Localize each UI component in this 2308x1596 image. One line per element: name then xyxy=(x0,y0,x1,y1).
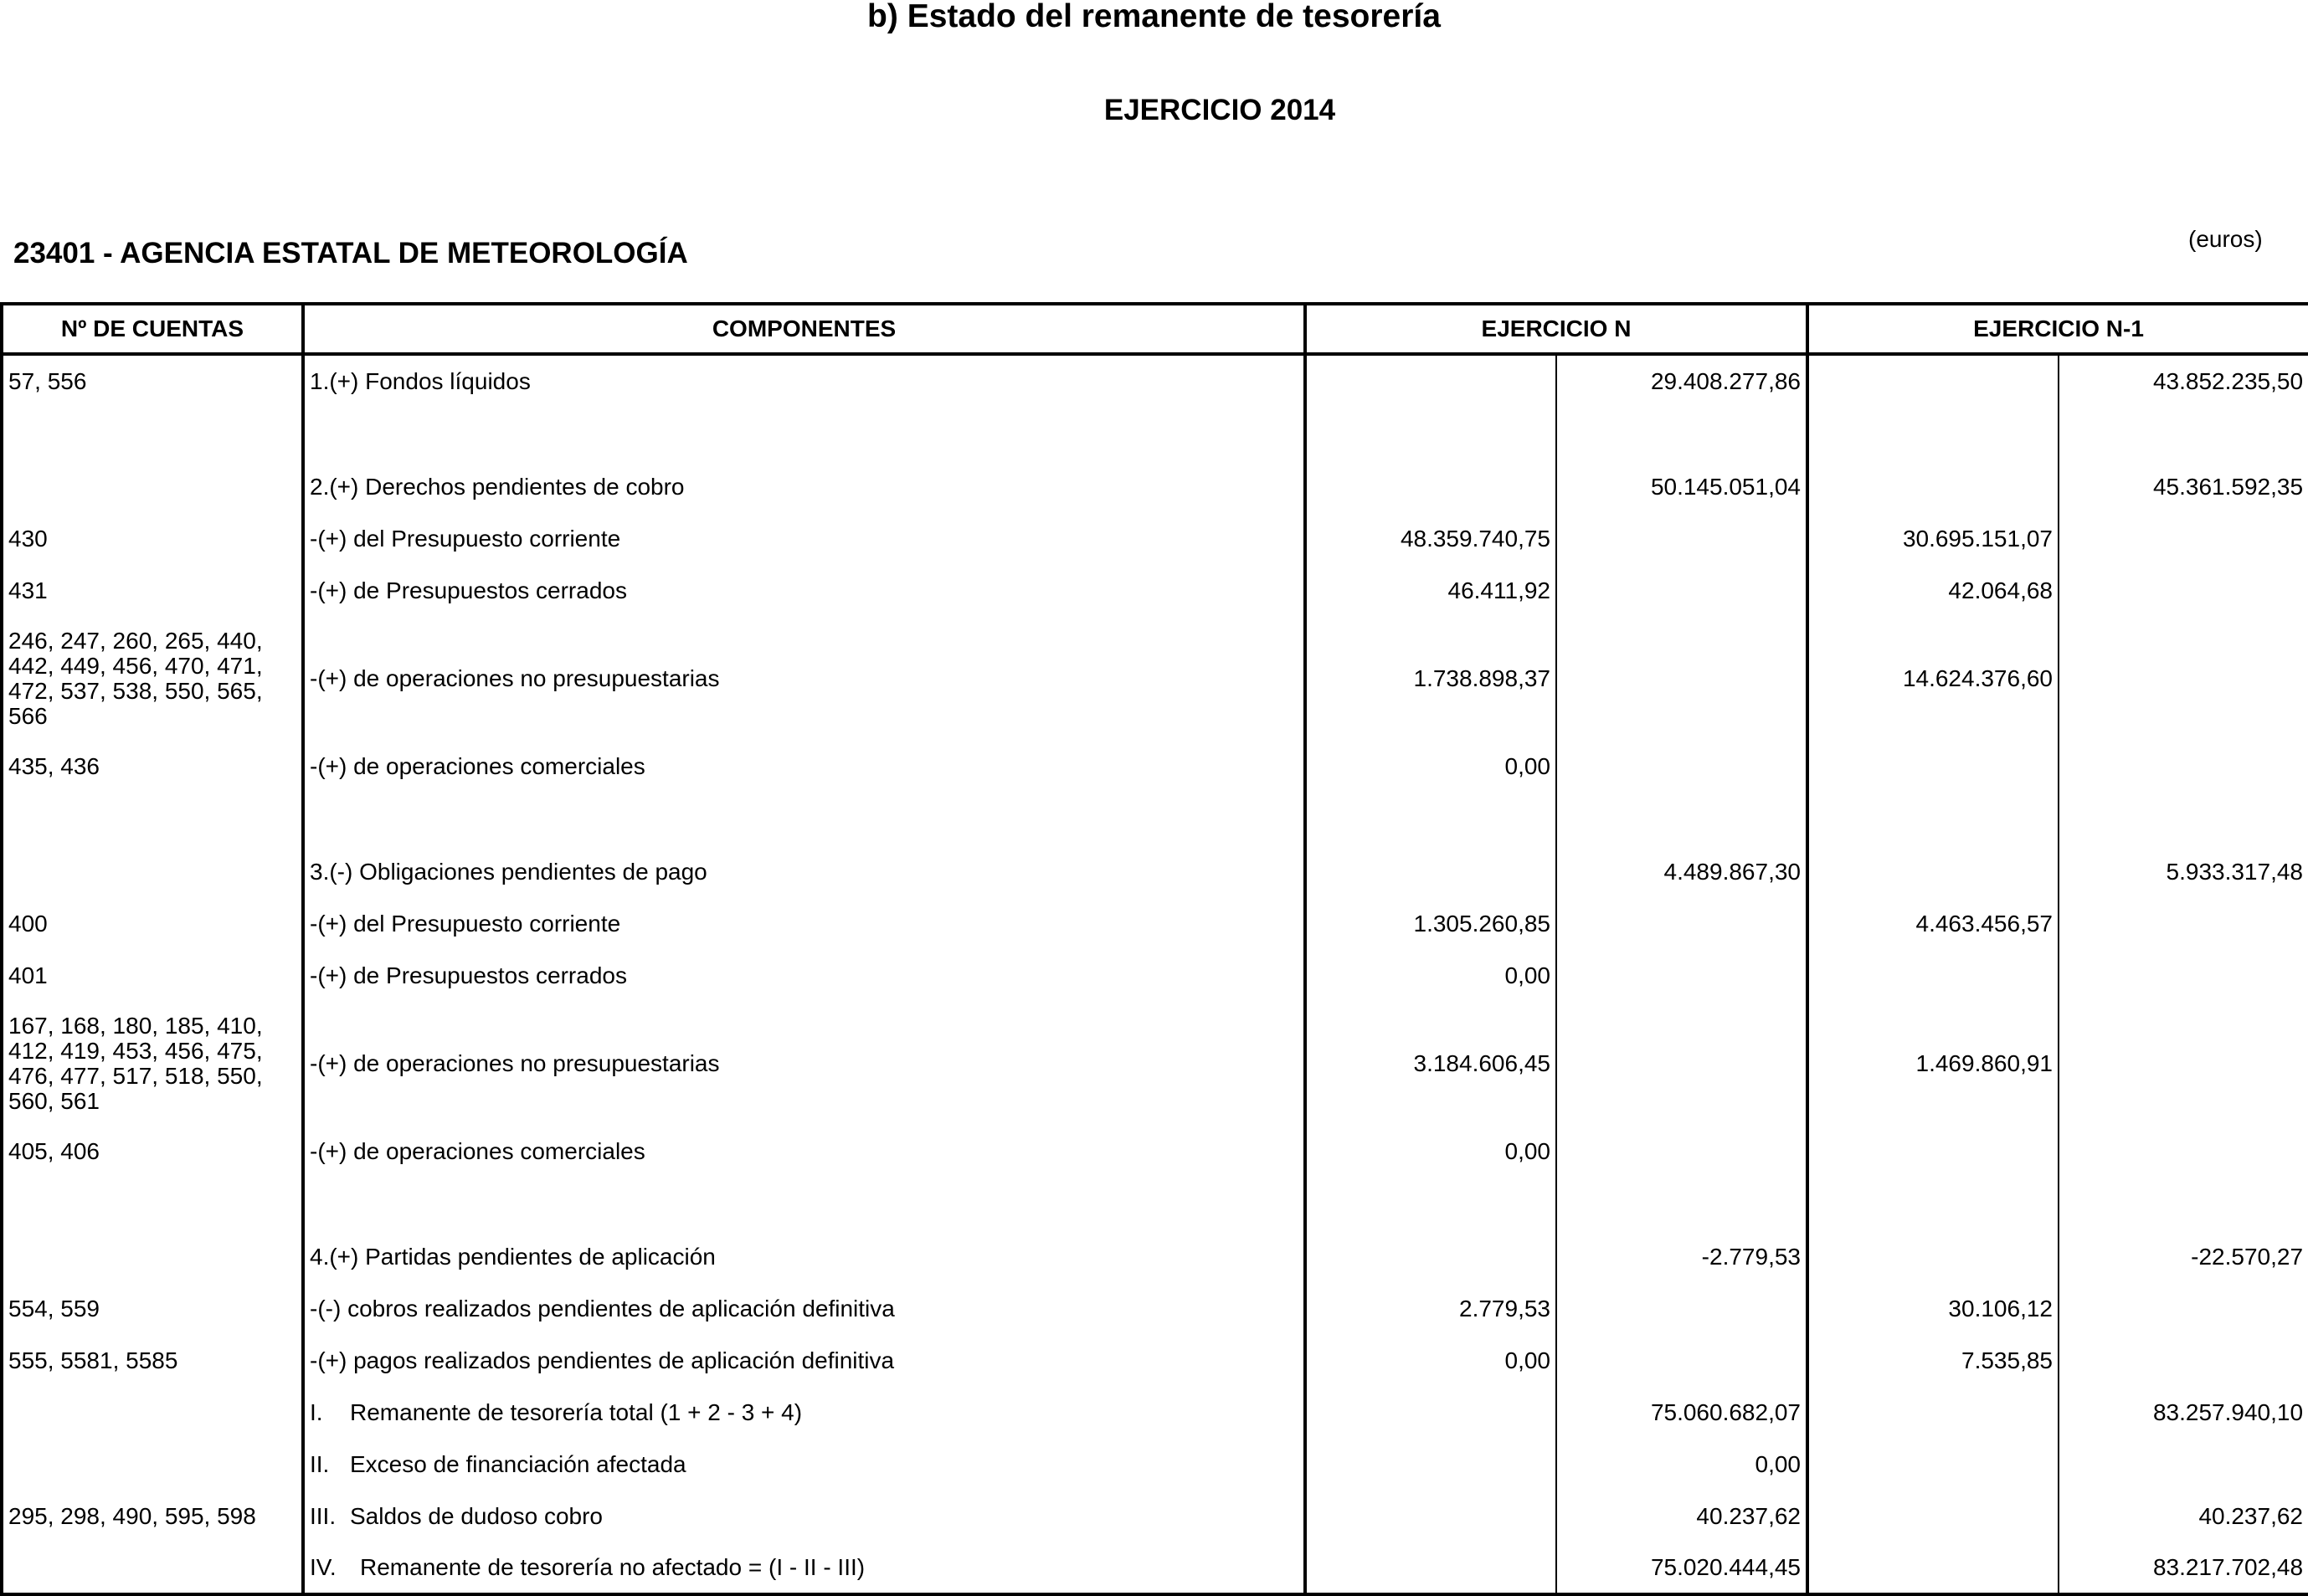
component-label xyxy=(303,1439,1305,1491)
year-n1-total xyxy=(2059,1439,2308,1491)
table-row xyxy=(2,846,2308,898)
year-n1-total: 43.852.235,50 xyxy=(2152,368,2304,394)
component-text: Remanente de tesorería total (1 + 2 - 3 + 4) xyxy=(350,1399,803,1425)
year-n-total: 4.489.867,30 xyxy=(1556,846,1807,898)
year-n1-total: 83.257.940,10 xyxy=(2152,1399,2304,1425)
year-n1-total xyxy=(2059,741,2308,793)
year-n1-total xyxy=(2059,1126,2308,1178)
currency-unit: (euros) xyxy=(2188,226,2263,252)
year-n-partial: 46.411,92 xyxy=(1305,565,1556,617)
year-n-total xyxy=(1556,898,1807,950)
year-n1-partial: 30.106,12 xyxy=(1807,1283,2059,1335)
component-label xyxy=(303,1491,1305,1542)
year-n-total xyxy=(1556,1002,1807,1126)
year-n-total: 0,00 xyxy=(1556,1439,1807,1491)
year-n-total xyxy=(1556,1335,1807,1387)
year-n-partial xyxy=(1305,1491,1556,1542)
year-n1-partial xyxy=(1807,1542,2059,1594)
year-n-total: 50.145.051,04 xyxy=(1556,461,1807,513)
header-components: COMPONENTES xyxy=(303,304,1305,354)
year-n-partial xyxy=(1305,1231,1556,1283)
year-n1-partial: 4.463.456,57 xyxy=(1807,898,2059,950)
component-label: -(+) de operaciones no presupuestarias xyxy=(303,1002,1305,1126)
account-numbers xyxy=(2,1439,303,1491)
component-label: -(-) cobros realizados pendientes de aplicación definitiva xyxy=(303,1283,1305,1335)
year-n1-partial: 30.695.151,07 xyxy=(1807,513,2059,565)
year-n-partial: 3.184.606,45 xyxy=(1305,1002,1556,1126)
spacer-row xyxy=(2,408,2308,461)
account-numbers: 555, 5581, 5585 xyxy=(2,1335,303,1387)
year-n-total xyxy=(1556,950,1807,1002)
year-n-partial xyxy=(1305,1439,1556,1491)
account-numbers xyxy=(2,1542,303,1594)
account-numbers xyxy=(2,461,303,513)
year-n1-total xyxy=(2059,1283,2308,1335)
account-numbers xyxy=(2,846,303,898)
account-numbers: 431 xyxy=(2,565,303,617)
table-row xyxy=(2,950,2308,1002)
year-n-total: 75.060.682,07 xyxy=(1556,1387,1807,1439)
year-n-partial: 0,00 xyxy=(1305,741,1556,793)
account-numbers: 430 xyxy=(2,513,303,565)
year-n1-total: -22.570,27 xyxy=(2191,1244,2304,1270)
table-row xyxy=(2,1542,2308,1594)
year-n1-partial xyxy=(1807,354,2059,408)
year-n1-partial: 42.064,68 xyxy=(1807,565,2059,617)
table-row xyxy=(2,1283,2308,1335)
account-numbers: 401 xyxy=(2,950,303,1002)
treasury-remainder-table xyxy=(0,302,2308,1596)
year-n-total: -2.779,53 xyxy=(1556,1231,1807,1283)
year-n-partial: 0,00 xyxy=(1305,1335,1556,1387)
year-n1-total: 5.933.317,48 xyxy=(2166,859,2304,885)
component-label: -(+) de operaciones comerciales xyxy=(303,1126,1305,1178)
component-label: -(+) de Presupuestos cerrados xyxy=(303,565,1305,617)
component-label: 4.(+) Partidas pendientes de aplicación xyxy=(303,1231,1305,1283)
year-n-total xyxy=(1556,1126,1807,1178)
year-n1-partial: 1.469.860,91 xyxy=(1807,1002,2059,1126)
table-row xyxy=(2,354,2308,408)
year-n-partial xyxy=(1305,1542,1556,1594)
year-n1-total xyxy=(2059,1335,2308,1387)
year-n1-partial xyxy=(1807,1387,2059,1439)
component-label: 1.(+) Fondos líquidos xyxy=(303,354,1305,408)
year-n-partial: 1.738.898,37 xyxy=(1305,617,1556,741)
table-row xyxy=(2,1335,2308,1387)
year-n-partial: 48.359.740,75 xyxy=(1305,513,1556,565)
year-n1-total xyxy=(2059,565,2308,617)
year-n-partial xyxy=(1305,846,1556,898)
year-n-partial: 2.779,53 xyxy=(1305,1283,1556,1335)
table-row xyxy=(2,741,2308,793)
year-n1-partial xyxy=(1807,1231,2059,1283)
year-n1-partial xyxy=(1807,1439,2059,1491)
year-n-total xyxy=(1556,1283,1807,1335)
year-n-total: 29.408.277,86 xyxy=(1556,354,1807,408)
fiscal-year-heading: EJERCICIO 2014 xyxy=(1103,94,1336,126)
year-n1-partial xyxy=(1807,1491,2059,1542)
year-n1-partial xyxy=(1807,950,2059,1002)
year-n1-total: 45.361.592,35 xyxy=(2152,474,2304,500)
component-label: -(+) de Presupuestos cerrados xyxy=(303,950,1305,1002)
year-n-partial: 0,00 xyxy=(1305,950,1556,1002)
account-numbers xyxy=(2,1231,303,1283)
year-n1-total xyxy=(2059,513,2308,565)
year-n-partial xyxy=(1305,1387,1556,1439)
year-n-total: 75.020.444,45 xyxy=(1556,1542,1807,1594)
component-label: -(+) del Presupuesto corriente xyxy=(303,898,1305,950)
roman-numeral: IV. xyxy=(310,1554,337,1580)
spacer-row xyxy=(2,1178,2308,1231)
year-n-partial: 1.305.260,85 xyxy=(1305,898,1556,950)
year-n1-partial xyxy=(1807,1126,2059,1178)
year-n1-partial xyxy=(1807,741,2059,793)
component-label: -(+) de operaciones no presupuestarias xyxy=(303,617,1305,741)
component-text: Exceso de financiación afectada xyxy=(350,1451,686,1477)
year-n1-total xyxy=(2059,950,2308,1002)
year-n-total: 40.237,62 xyxy=(1556,1491,1807,1542)
year-n1-total xyxy=(2059,617,2308,741)
table-row xyxy=(2,1439,2308,1491)
account-numbers: 554, 559 xyxy=(2,1283,303,1335)
roman-numeral: III. xyxy=(310,1503,337,1529)
table-row xyxy=(2,617,2308,741)
component-text: Saldos de dudoso cobro xyxy=(350,1503,603,1529)
year-n-total xyxy=(1556,513,1807,565)
entity-name: 23401 - AGENCIA ESTATAL DE METEOROLOGÍA xyxy=(13,237,688,269)
roman-numeral: I. xyxy=(310,1399,323,1425)
year-n-partial xyxy=(1305,354,1556,408)
header-accounts: Nº DE CUENTAS xyxy=(2,304,303,354)
account-numbers: 435, 436 xyxy=(2,741,303,793)
document-title: b) Estado del remanente de tesorería xyxy=(867,0,1441,34)
component-label xyxy=(303,1387,1305,1439)
spacer-row xyxy=(2,793,2308,846)
account-numbers: 57, 556 xyxy=(2,354,303,408)
header-row xyxy=(2,304,2308,354)
account-numbers: 167, 168, 180, 185, 410, 412, 419, 453, 456, 475, 476, 477, 517, 518, 550, 560, 561 xyxy=(2,1002,303,1126)
account-numbers: 295, 298, 490, 595, 598 xyxy=(2,1491,303,1542)
account-numbers: 400 xyxy=(2,898,303,950)
year-n1-total xyxy=(2059,1002,2308,1126)
account-numbers xyxy=(2,1387,303,1439)
component-label: -(+) pagos realizados pendientes de aplicación definitiva xyxy=(303,1335,1305,1387)
year-n-total xyxy=(1556,565,1807,617)
account-numbers: 246, 247, 260, 265, 440, 442, 449, 456, 470, 471, 472, 537, 538, 550, 565, 566 xyxy=(2,617,303,741)
year-n-partial: 0,00 xyxy=(1305,1126,1556,1178)
header-year-n1: EJERCICIO N-1 xyxy=(1807,304,2308,354)
table-row xyxy=(2,1002,2308,1126)
table-row xyxy=(2,1126,2308,1178)
table-row xyxy=(2,1231,2308,1283)
year-n-total xyxy=(1556,741,1807,793)
table-row xyxy=(2,461,2308,513)
year-n-total xyxy=(1556,617,1807,741)
table-row xyxy=(2,1387,2308,1439)
year-n1-partial: 7.535,85 xyxy=(1807,1335,2059,1387)
year-n1-partial xyxy=(1807,461,2059,513)
component-label: -(+) de operaciones comerciales xyxy=(303,741,1305,793)
table-row xyxy=(2,898,2308,950)
table-row xyxy=(2,513,2308,565)
component-label: 2.(+) Derechos pendientes de cobro xyxy=(303,461,1305,513)
account-numbers: 405, 406 xyxy=(2,1126,303,1178)
year-n1-total xyxy=(2059,898,2308,950)
year-n1-total: 40.237,62 xyxy=(2198,1503,2304,1529)
component-text: Remanente de tesorería no afectado = (I - II - III) xyxy=(360,1554,866,1580)
year-n1-partial: 14.624.376,60 xyxy=(1807,617,2059,741)
year-n1-partial xyxy=(1807,846,2059,898)
component-label: 3.(-) Obligaciones pendientes de pago xyxy=(303,846,1305,898)
component-label: -(+) del Presupuesto corriente xyxy=(303,513,1305,565)
year-n-partial xyxy=(1305,461,1556,513)
header-year-n: EJERCICIO N xyxy=(1305,304,1807,354)
roman-numeral: II. xyxy=(310,1451,330,1477)
table-row xyxy=(2,565,2308,617)
year-n1-total: 83.217.702,48 xyxy=(2152,1554,2304,1580)
component-label xyxy=(303,1542,1305,1594)
table-row xyxy=(2,1491,2308,1542)
